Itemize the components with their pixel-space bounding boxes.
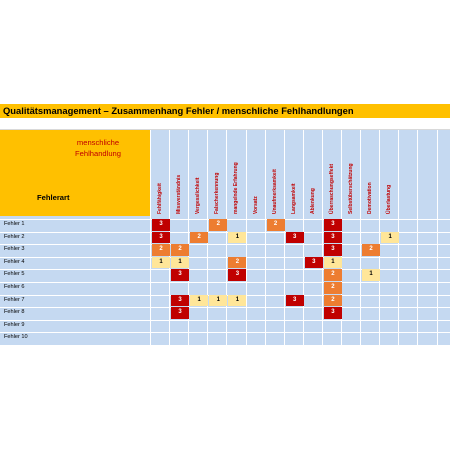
rating-cell[interactable]: 1: [209, 295, 227, 307]
column-axis-label: menschliche Fehlhandlung: [74, 138, 122, 158]
rating-cell[interactable]: 3: [324, 244, 342, 256]
column-header-label: Vorsatz: [252, 196, 259, 214]
rating-cell[interactable]: 3: [286, 232, 304, 244]
rating-cell[interactable]: 2: [324, 269, 342, 281]
rating-cell[interactable]: 2: [362, 244, 380, 256]
rating-cell[interactable]: 3: [152, 219, 170, 231]
grid-hline: [0, 307, 450, 308]
rating-cell[interactable]: 1: [152, 257, 170, 269]
column-header-label: mangelnde Erfahrung: [233, 162, 240, 214]
rating-cell[interactable]: 1: [362, 269, 380, 281]
grid-hline: [0, 345, 450, 346]
rating-cell[interactable]: 3: [305, 257, 323, 269]
grid-vline: [150, 130, 151, 346]
row-label[interactable]: Fehler 9: [4, 321, 25, 328]
rating-cell[interactable]: 1: [228, 295, 246, 307]
column-header-label: Überlastung: [386, 184, 393, 214]
column-header-label: Unaufmerksamkeit: [271, 169, 278, 214]
column-header-label: Falscherkennung: [214, 172, 221, 214]
column-header-label: Demotivation: [367, 182, 374, 214]
rating-cell[interactable]: 3: [171, 269, 189, 281]
rating-cell[interactable]: 3: [286, 295, 304, 307]
column-header-label: Überraschungseffekt: [328, 163, 335, 214]
row-label[interactable]: Fehler 5: [4, 271, 25, 278]
row-label[interactable]: Fehler 6: [4, 284, 25, 290]
grid-vline: [437, 130, 438, 346]
rating-cell[interactable]: 2: [152, 244, 170, 256]
column-header-label: Vergesslichkeit: [195, 177, 202, 214]
grid-hline: [0, 320, 450, 321]
column-header-label: Ablenkung: [309, 188, 316, 214]
rating-cell[interactable]: 3: [324, 219, 342, 231]
rating-cell[interactable]: 1: [381, 232, 399, 244]
rating-cell[interactable]: 3: [171, 307, 189, 319]
rating-cell[interactable]: 3: [324, 307, 342, 319]
rating-cell[interactable]: 2: [228, 257, 246, 269]
rating-cell[interactable]: 2: [267, 219, 285, 231]
rating-cell[interactable]: 3: [324, 232, 342, 244]
rating-cell[interactable]: 2: [324, 282, 342, 294]
row-label[interactable]: Fehler 10: [4, 334, 28, 341]
row-axis-label: Fehlerart: [37, 193, 70, 202]
row-label[interactable]: Fehler 4: [4, 258, 25, 265]
column-header-label: Missverständnis: [176, 174, 183, 214]
sheet-title: Qualitätsmanagement – Zusammenhang Fehler / menschliche Fehlhandlungen: [0, 104, 450, 118]
rating-cell[interactable]: 1: [171, 257, 189, 269]
column-header-label: Langsamkeit: [290, 183, 297, 214]
column-header-label: Fehlfähigkeit: [157, 183, 163, 214]
row-label[interactable]: Fehler 3: [4, 246, 25, 253]
rating-cell[interactable]: 3: [152, 232, 170, 244]
rating-cell[interactable]: 1: [324, 257, 342, 269]
column-header[interactable]: [386, 184, 405, 300]
rating-cell[interactable]: 2: [190, 232, 208, 244]
rating-cell[interactable]: 2: [324, 295, 342, 307]
column-header[interactable]: [367, 182, 386, 300]
row-label[interactable]: Fehler 8: [4, 309, 25, 316]
rating-cell[interactable]: 1: [190, 295, 208, 307]
rating-cell[interactable]: 2: [209, 219, 227, 231]
column-header-label: Selbstüberschätzung: [348, 163, 354, 214]
rating-cell[interactable]: 2: [171, 244, 189, 256]
grid-hline: [0, 332, 450, 333]
row-label[interactable]: Fehler 2: [4, 233, 25, 240]
rating-cell[interactable]: 1: [228, 232, 246, 244]
row-label[interactable]: Fehler 7: [4, 296, 25, 303]
rating-cell[interactable]: 3: [228, 269, 246, 281]
grid-vline: [417, 130, 418, 346]
rating-cell[interactable]: 3: [171, 295, 189, 307]
row-label[interactable]: Fehler 1: [4, 221, 25, 227]
spacer-row: [0, 118, 450, 130]
column-header[interactable]: [348, 163, 367, 300]
